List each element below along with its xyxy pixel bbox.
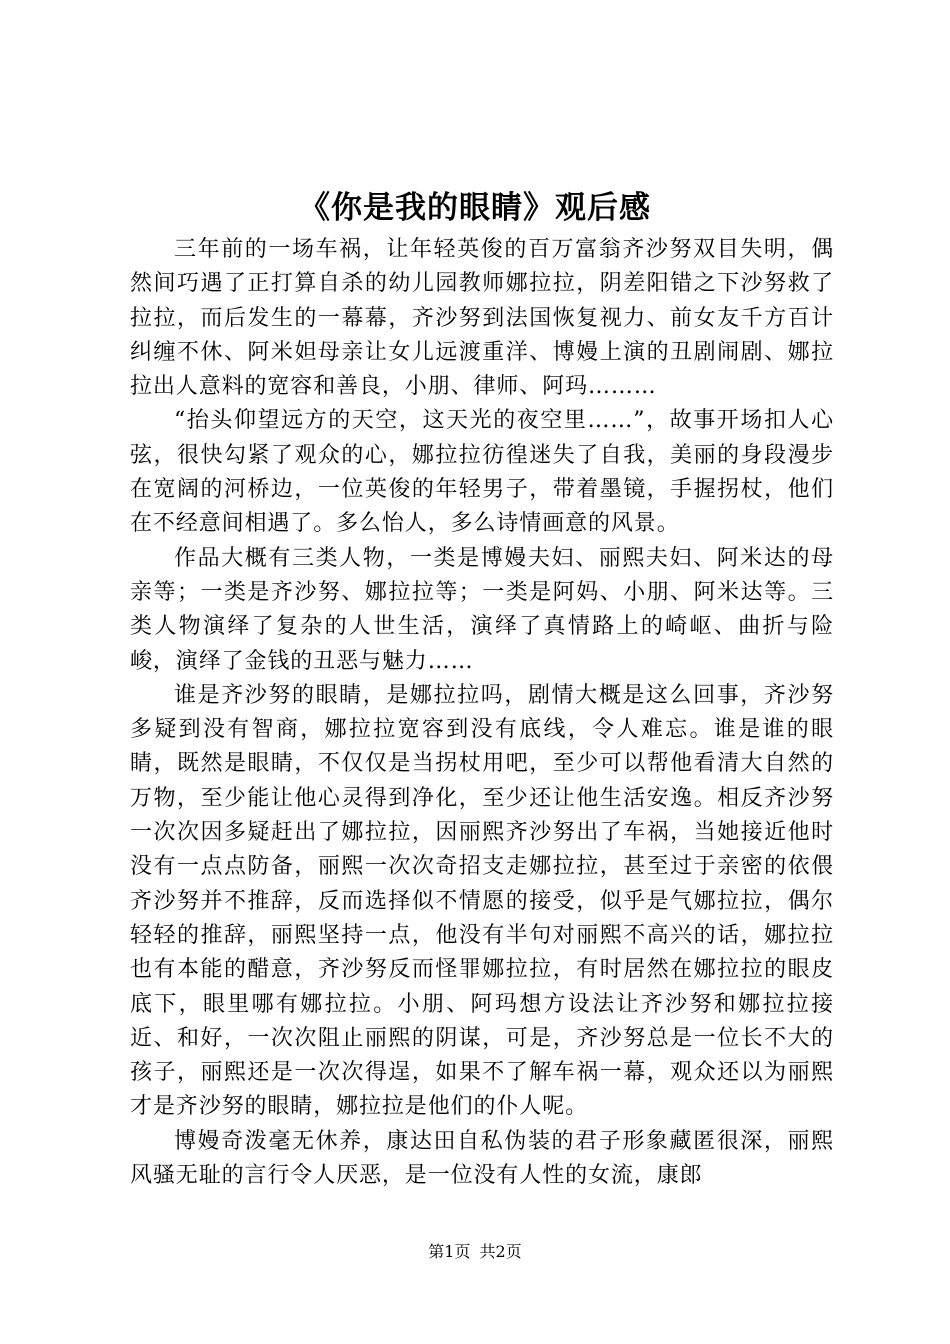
page-number-current: 第1页 xyxy=(428,1242,471,1261)
document-title: 《你是我的眼睛》观后感 xyxy=(299,190,651,226)
paragraph: 谁是齐沙努的眼睛，是娜拉拉吗，剧情大概是这么回事，齐沙努多疑到没有智商，娜拉拉宽容到没有底线，令人难忘。谁是谁的眼睛，既然是眼睛，不仅仅是当拐杖用吧，至少可以帮他看清大自然的万物，至少能让他心灵得到净化，至少还让他生活安逸。相反齐沙努一次次因多疑赶出了娜拉拉，因丽熙齐沙努出了车祸，当她接近他时没有一点点防备，丽熙一次次奇招支走娜拉拉，甚至过于亲密的依偎齐沙努并不推辞，反而选择似不情愿的接受，似乎是气娜拉拉，偶尔轻轻的推辞，丽熙坚持一点，他没有半句对丽熙不高兴的话，娜拉拉也有本能的醋意，齐沙努反而怪罪娜拉拉，有时居然在娜拉拉的眼皮底下，眼里哪有娜拉拉。小朋、阿玛想方设法让齐沙努和娜拉拉接近、和好，一次次阻止丽熙的阴谋，可是，齐沙努总是一位长不大的孩子，丽熙还是一次次得逞，如果不了解车祸一幕，观众还以为丽熙才是齐沙努的眼睛，娜拉拉是他们的仆人呢。 xyxy=(130,682,834,1120)
paragraph: 作品大概有三类人物，一类是博嫚夫妇、丽熙夫妇、阿米达的母亲等；一类是齐沙努、娜拉拉等；一类是阿妈、小朋、阿米达等。三类人物演绎了复杂的人世生活，演绎了真情路上的崎岖、曲折与险峻，演绎了金钱的丑恶与魅力…… xyxy=(130,545,834,674)
page-number-total: 共2页 xyxy=(479,1242,522,1261)
page-footer xyxy=(0,1240,950,1264)
document-body xyxy=(130,233,834,1193)
paragraph: “抬头仰望远方的天空，这天光的夜空里……”，故事开场扣人心弦，很快勾紧了观众的心，娜拉拉彷徨迷失了自我，美丽的身段漫步在宽阔的河桥边，一位英俊的年轻男子，带着墨镜，手握拐杖，他们在不经意间相遇了。多么怡人，多么诗情画意的风景。 xyxy=(130,408,834,537)
paragraph: 博嫚奇泼毫无休养，康达田自私伪装的君子形象藏匿很深，丽熙风骚无耻的言行令人厌恶，是一位没有人性的女流，康郎 xyxy=(130,1128,834,1189)
paragraph: 三年前的一场车祸，让年轻英俊的百万富翁齐沙努双目失明，偶然间巧遇了正打算自杀的幼儿园教师娜拉拉，阴差阳错之下沙努救了拉拉，而后发生的一幕幕，齐沙努到法国恢复视力、前女友千方百计纠缠不休、阿米妲母亲让女儿远渡重洋、博嫚上演的丑剧闹剧、娜拉拉出人意料的宽容和善良，小朋、律师、阿玛……… xyxy=(130,237,834,400)
